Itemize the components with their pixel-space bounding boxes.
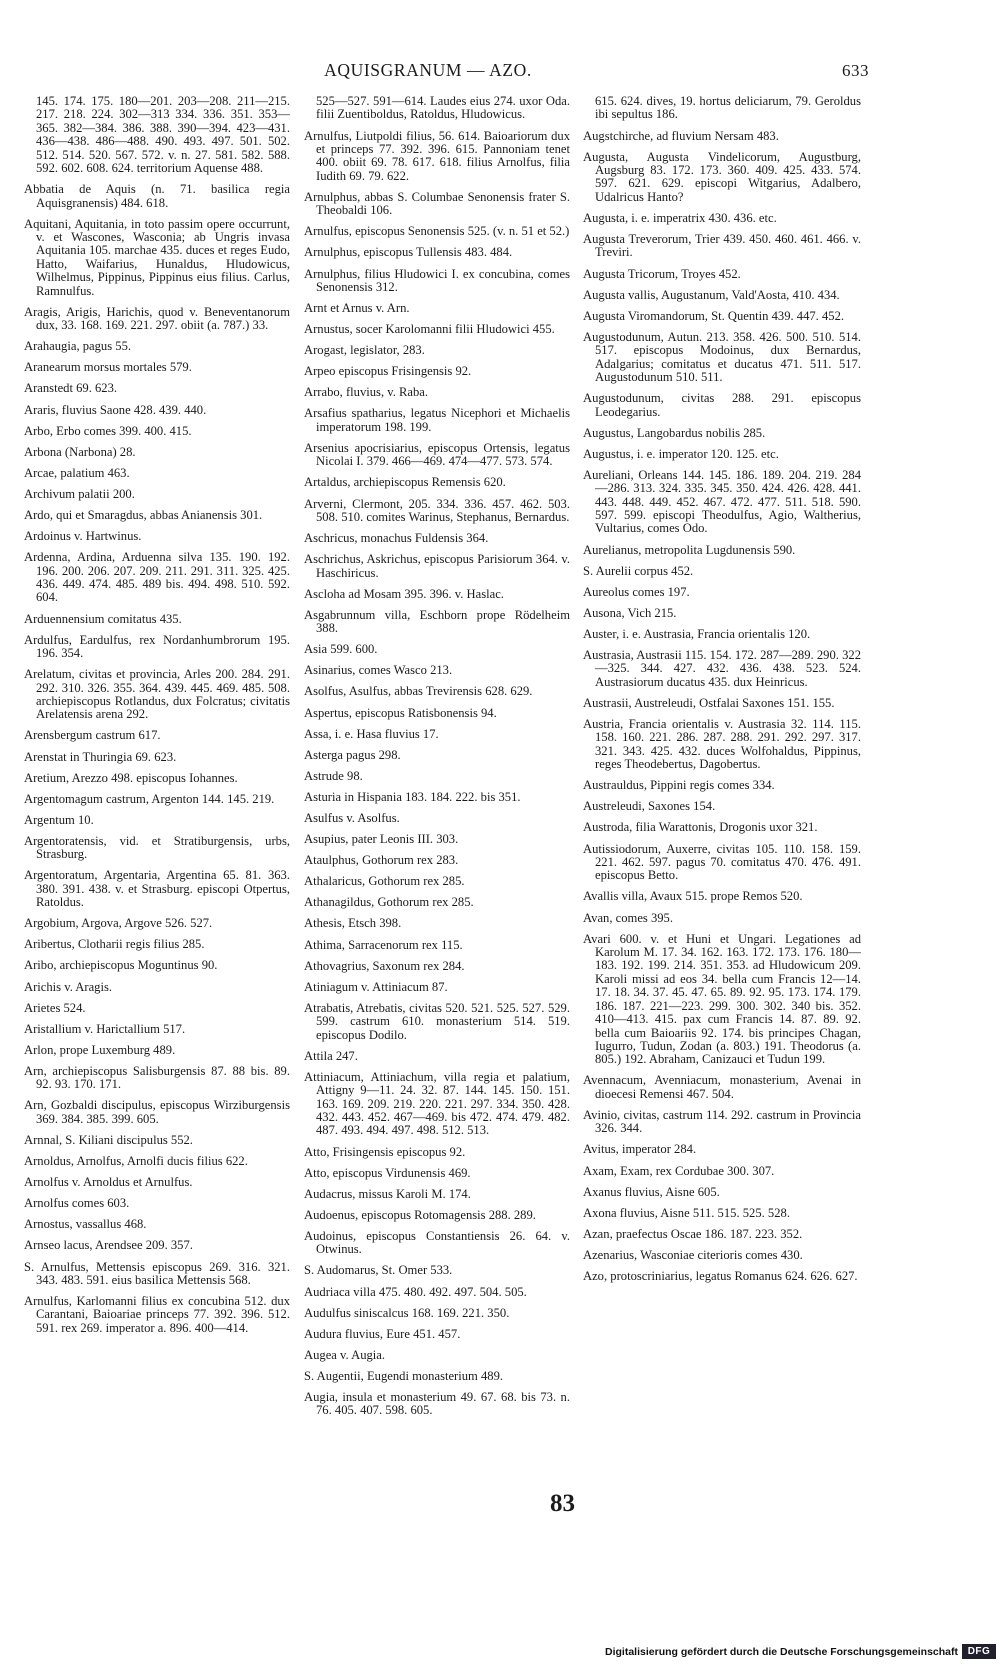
index-entry: Abbatia de Aquis (n. 71. basilica regia Aquisgranensis) 484. 618.	[24, 182, 290, 210]
index-entry: Arpeo episcopus Frisingensis 92.	[304, 364, 472, 379]
index-entry: Audoinus, episcopus Constantiensis 26. 64. v. Otwinus.	[304, 1228, 570, 1257]
index-entry: Archivum palatii 200.	[24, 486, 135, 501]
index-entry: Aretium, Arezzo 498. episcopus Iohannes.	[24, 770, 238, 785]
index-entry: Arnt et Arnus v. Arn.	[304, 301, 410, 315]
index-entry: Arnustus, socer Karolomanni filii Hludowici 455.	[304, 322, 555, 337]
index-entry: Arnulfus, Karlomanni filius ex concubina 512. dux Carantani, Baioariae princeps 77. 392. 396. 512. 591. rex 269. imperator a. 896. 400—414.	[24, 1294, 290, 1335]
index-entry: Asupius, pater Leonis III. 303.	[304, 832, 459, 847]
index-entry-continuation: 525—527. 591—614. Laudes eius 274. uxor Oda. filii Zuentiboldus, Ratoldus, Hludowicus.	[316, 94, 570, 122]
index-entry: Autissiodorum, Auxerre, civitas 105. 110. 158. 159. 221. 462. 597. pagus 70. comitatus 470. 476. 491. episcopus Betto.	[583, 841, 861, 883]
index-entry: Aquitani, Aquitania, in toto passim opere occurrunt, v. et Wascones, Wasconia; ab Ungris invasa Aquitania 105. marchae 435. duces et reges Eudo, Hatto, Waifarius, Hunaldus, Hludowicus, Wilhelmus, Pippinus, Pippinus eius filius. Carlus, Ramnulfus.	[24, 216, 290, 298]
index-entry: Arcae, palatium 463.	[24, 465, 130, 480]
index-entry: Ardo, qui et Smaragdus, abbas Anianensis 301.	[24, 508, 263, 522]
index-entry: Ascloha ad Mosam 395. 396. v. Haslac.	[304, 586, 504, 601]
index-entry: Augia, insula et monasterium 49. 67. 68. bis 73. n. 76. 405. 407. 598. 605.	[304, 1390, 570, 1418]
index-entry: Ardoinus v. Hartwinus.	[24, 529, 142, 544]
index-entry: Arensbergum castrum 617.	[24, 728, 161, 743]
index-entry: Arbona (Narbona) 28.	[24, 444, 136, 459]
index-entry: Arnostus, vassallus 468.	[24, 1217, 147, 1232]
index-entry: Arnoldus, Arnolfus, Arnolfi ducis filius 622.	[24, 1154, 248, 1169]
index-entry: Arogast, legislator, 283.	[304, 343, 425, 358]
index-entry: Asinarius, comes Wasco 213.	[304, 663, 453, 678]
index-entry: Ardulfus, Eardulfus, rex Nordanhumbrorum 195. 196. 354.	[24, 632, 290, 660]
index-entry: Asia 599. 600.	[304, 642, 378, 657]
index-entry: Arnulphus, filius Hludowici I. ex concubina, comes Senonensis 312.	[304, 266, 570, 294]
index-entry: Augusta Treverorum, Trier 439. 450. 460. 461. 466. v. Treviri.	[583, 232, 861, 260]
index-entry: Arn, Gozbaldi discipulus, episcopus Wirziburgensis 369. 384. 385. 399. 605.	[24, 1098, 290, 1126]
index-entry: Athanagildus, Gothorum rex 285.	[304, 895, 474, 910]
page-number: 633	[842, 61, 869, 80]
index-entry: Austreleudi, Saxones 154.	[583, 799, 716, 814]
index-entry: Arverni, Clermont, 205. 334. 336. 457. 462. 503. 508. 510. comites Warinus, Stephanus, Bernardus.	[304, 496, 570, 524]
index-entry: Augusta Viromandorum, St. Quentin 439. 447. 452.	[583, 308, 845, 323]
index-column-middle	[304, 95, 570, 1426]
index-entry: S. Arnulfus, Mettensis episcopus 269. 316. 321. 343. 483. 591. eius basilica Mettensis 568.	[24, 1259, 290, 1287]
index-entry: Axam, Exam, rex Cordubae 300. 307.	[583, 1163, 775, 1178]
index-entry: Athesis, Etsch 398.	[304, 916, 402, 931]
index-entry: Austrasia, Austrasii 115. 154. 172. 287—289. 290. 322—325. 344. 427. 432. 436. 438. 523. 524. Austrasiorum ducatus 435. dux Heinricus.	[583, 647, 861, 689]
index-entry: S. Augentii, Eugendi monasterium 489.	[304, 1368, 504, 1383]
index-entry: Augea v. Augia.	[304, 1347, 386, 1362]
index-entry: Aribertus, Clotharii regis filius 285.	[24, 937, 205, 952]
index-entry: Aranstedt 69. 623.	[24, 381, 118, 396]
index-entry: Aristallium v. Harictallium 517.	[24, 1021, 186, 1036]
index-entry: Augusta, i. e. imperatrix 430. 436. etc.	[583, 210, 777, 225]
funding-note: Digitalisierung gefördert durch die Deutsche Forschungsgemeinschaft	[605, 1646, 958, 1658]
index-entry: Athovagrius, Saxonum rex 284.	[304, 958, 465, 973]
index-entry: Austria, Francia orientalis v. Austrasia 32. 114. 115. 158. 160. 221. 286. 287. 288. 291. 292. 297. 317. 321. 343. 425. 432. duces Wolfohaldus, Pippinus, reges Theodebertus, Dagobertus.	[583, 716, 861, 772]
index-entry: Audriaca villa 475. 480. 492. 497. 504. 505.	[304, 1284, 527, 1299]
index-entry: Argobium, Argova, Argove 526. 527.	[24, 916, 213, 931]
index-entry: Azenarius, Wasconiae citerioris comes 430.	[583, 1247, 803, 1262]
index-entry: Atto, Frisingensis episcopus 92.	[304, 1144, 466, 1159]
index-entry: Aragis, Arigis, Harichis, quod v. Beneventanorum dux, 33. 168. 169. 221. 297. obiit (a. 787.) 33.	[24, 304, 290, 333]
index-entry: S. Aurelii corpus 452.	[583, 563, 694, 578]
index-entry: Arahaugia, pagus 55.	[24, 339, 132, 354]
index-entry: Audura fluvius, Eure 451. 457.	[304, 1326, 461, 1341]
index-entry: S. Audomarus, St. Omer 533.	[304, 1263, 453, 1278]
index-entry: Arnulfus, episcopus Senonensis 525. (v. n. 51 et 52.)	[304, 224, 570, 239]
index-entry: Augusta Tricorum, Troyes 452.	[583, 266, 741, 281]
index-entry: Aureolus comes 197.	[583, 584, 690, 599]
index-entry: Argentoratum, Argentaria, Argentina 65. 81. 363. 380. 391. 438. v. et Strasburg. episcopi Otpertus, Ratoldus.	[24, 868, 290, 910]
index-entry: Araris, fluvius Saone 428. 439. 440.	[24, 402, 207, 417]
index-entry-continuation: 145. 174. 175. 180—201. 203—208. 211—215. 217. 218. 224. 302—313 334. 336. 351. 353—365. 382—384. 386. 388. 390—394. 423—431. 436—438. 486—488. 490. 493. 497. 501. 502. 512. 514. 520. 567. 572. v. n. 27. 581. 582. 588. 592. 602. 608. 624. territorium Aquense 488.	[36, 94, 290, 176]
index-entry: Astrude 98.	[304, 768, 363, 783]
index-entry: Arnseo lacus, Arendsee 209. 357.	[24, 1238, 193, 1253]
index-entry-continuation: 615. 624. dives, 19. hortus deliciarum, 79. Geroldus ibi sepultus 186.	[595, 94, 861, 122]
index-entry: Axanus fluvius, Aisne 605.	[583, 1184, 720, 1199]
index-entry: Arlon, prope Luxemburg 489.	[24, 1042, 176, 1057]
index-entry: Ardenna, Ardina, Arduenna silva 135. 190. 192. 196. 200. 206. 207. 209. 211. 291. 311. 325. 425. 436. 449. 474. 485. 489 bis. 494. 498. 510. 592. 604.	[24, 550, 290, 605]
index-entry: Aschrichus, Askrichus, episcopus Parisiorum 364. v. Haschiricus.	[304, 552, 570, 580]
index-entry: Attila 247.	[304, 1048, 358, 1063]
index-entry: Atrabatis, Atrebatis, civitas 520. 521. 525. 527. 529. 599. castrum 610. monasterium 514. 519. episcopus Dodilo.	[304, 1000, 570, 1042]
index-entry: Arelatum, civitas et provincia, Arles 200. 284. 291. 292. 310. 326. 355. 364. 439. 445. 469. 485. 508. archiepiscopus Rotlandus, dux Folcratus; civitatis Arelatensis arena 292.	[24, 667, 290, 722]
index-entry: Avallis villa, Avaux 515. prope Remos 520.	[583, 889, 803, 904]
index-entry: Asterga pagus 298.	[304, 747, 401, 762]
index-entry: Aschricus, monachus Fuldensis 364.	[304, 531, 489, 546]
index-entry: Azan, praefectus Oscae 186. 187. 223. 352.	[583, 1226, 803, 1241]
index-entry: Arnulfus, Liutpoldi filius, 56. 614. Baioariorum dux et princeps 77. 392. 396. 615. Pannoniam tenet 400. obiit 69. 78. 617. 618. filius Arnolfus, filia Iudith 69. 79. 622.	[304, 128, 570, 183]
index-column-right	[583, 95, 861, 1291]
index-entry: Arnulphus, abbas S. Columbae Senonensis frater S. Theobaldi 106.	[304, 189, 570, 218]
index-entry: Arichis v. Aragis.	[24, 979, 113, 994]
index-entry: Atiniagum v. Attiniacum 87.	[304, 979, 448, 994]
index-entry: Austroda, filia Warattonis, Drogonis uxor 321.	[583, 820, 818, 835]
index-entry: Augustodunum, civitas 288. 291. episcopus Leodegarius.	[583, 391, 861, 419]
index-entry: Avan, comes 395.	[583, 910, 674, 925]
index-entry: Aurelianus, metropolita Lugdunensis 590.	[583, 542, 796, 557]
index-entry: Augustus, Langobardus nobilis 285.	[583, 425, 766, 440]
index-entry: Arnulphus, episcopus Tullensis 483. 484.	[304, 245, 513, 260]
index-entry: Aureliani, Orleans 144. 145. 186. 189. 204. 219. 284—286. 313. 324. 335. 345. 350. 424. 426. 428. 441. 443. 448. 449. 452. 467. 472. 477. 511. 518. 590. 597. 599. episcopi Theodulfus, Agio, Waltherius, Vultarius, comes Odo.	[583, 467, 861, 536]
index-entry: Augusta, Augusta Vindelicorum, Augustburg, Augsburg 83. 172. 173. 360. 409. 425. 433. 574. 597. 621. 629. episcopi Witgarius, Adalbero, Udalricus Hanto?	[583, 149, 861, 204]
index-entry: Arietes 524.	[24, 1000, 86, 1015]
index-entry: Asturia in Hispania 183. 184. 222. bis 351.	[304, 789, 521, 804]
index-entry: Augstchirche, ad fluvium Nersam 483.	[583, 128, 779, 143]
index-entry: Argentoratensis, vid. et Stratiburgensis, urbs, Strasburg.	[24, 833, 290, 862]
index-entry: Asolfus, Asulfus, abbas Trevirensis 628. 629.	[304, 684, 533, 699]
index-entry: Arsafius spatharius, legatus Nicephori et Michaelis imperatorum 198. 199.	[304, 406, 570, 434]
index-entry: Augusta vallis, Augustanum, Vald'Aosta, 410. 434.	[583, 287, 840, 302]
index-entry: Arenstat in Thuringia 69. 623.	[24, 749, 177, 764]
index-entry: Arnolfus comes 603.	[24, 1196, 130, 1211]
index-entry: Ausona, Vich 215.	[583, 605, 677, 620]
index-entry: Assa, i. e. Hasa fluvius 17.	[304, 726, 439, 741]
index-entry: Audulfus siniscalcus 168. 169. 221. 350.	[304, 1305, 510, 1320]
index-entry: Arduennensium comitatus 435.	[24, 611, 182, 626]
index-entry: Auster, i. e. Austrasia, Francia orientalis 120.	[583, 626, 811, 641]
index-entry: Avitus, imperator 284.	[583, 1142, 697, 1157]
index-entry: Avinio, civitas, castrum 114. 292. castrum in Provincia 326. 344.	[583, 1107, 861, 1136]
index-entry: Arrabo, fluvius, v. Raba.	[304, 385, 429, 400]
index-entry: Augustodunum, Autun. 213. 358. 426. 500. 510. 514. 517. episcopus Modoinus, dux Bernardus, Adalgarius; comitatus et ducatus 471. 511. 517. Augustodunum 510. 511.	[583, 329, 861, 384]
index-entry: Asulfus v. Asolfus.	[304, 811, 400, 825]
index-entry: Austrasii, Austreleudi, Ostfalai Saxones 151. 155.	[583, 695, 835, 710]
index-entry: Arnolfus v. Arnoldus et Arnulfus.	[24, 1175, 193, 1190]
index-entry: Aribo, archiepiscopus Moguntinus 90.	[24, 958, 218, 973]
signature-mark: 83	[550, 1490, 575, 1517]
index-entry: Austrauldus, Pippini regis comes 334.	[583, 778, 775, 793]
index-entry: Augustus, i. e. imperator 120. 125. etc.	[583, 446, 779, 461]
index-entry: Arnnal, S. Kiliani discipulus 552.	[24, 1132, 193, 1147]
index-entry: Avennacum, Avenniacum, monasterium, Avenai in dioecesi Remensi 467. 504.	[583, 1073, 861, 1101]
index-entry: Arsenius apocrisiarius, episcopus Ortensis, legatus Nicolai I. 379. 466—469. 474—477. 573. 574.	[304, 440, 570, 469]
index-entry: Audacrus, missus Karoli M. 174.	[304, 1186, 471, 1201]
index-entry: Artaldus, archiepiscopus Remensis 620.	[304, 475, 506, 490]
index-entry: Avari 600. v. et Huni et Ungari. Legationes ad Karolum M. 17. 34. 162. 163. 172. 173. 176. 180—183. 192. 199. 214. 351. 353. ad Hludowicum 209. Karoli missi ad eos 34. bella cum Francis 12—14. 17. 18. 34. 37. 45. 47. 65. 89. 92. 95. 173. 174. 179. 186. 187. 221—223. 299. 300. 302. 340 bis. 352. 410—413. 415. pax cum Francis 14. 87. 89. 92. bella cum Baioariis 92. 174. bis principes Chagan, Iugurro, Tudun, Zodan (a. 803.) 191. Theodorus (a. 805.) 192. Abraham, Canizauci et Tudun 199.	[583, 931, 861, 1067]
index-entry: Axona fluvius, Aisne 511. 515. 525. 528.	[583, 1205, 790, 1220]
index-entry: Attiniacum, Attiniachum, villa regia et palatium, Attigny 9—11. 24. 32. 87. 144. 145. 150. 151. 163. 169. 209. 219. 220. 221. 297. 334. 350. 428. 432. 443. 452. 467—469. bis 472. 474. 479. 482. 487. 493. 494. 497. 498. 512. 513.	[304, 1069, 570, 1138]
index-entry: Athalaricus, Gothorum rex 285.	[304, 874, 465, 889]
index-entry: Arbo, Erbo comes 399. 400. 415.	[24, 423, 192, 438]
index-entry: Azo, protoscriniarius, legatus Romanus 624. 626. 627.	[583, 1268, 858, 1283]
index-entry: Argentomagum castrum, Argenton 144. 145. 219.	[24, 791, 275, 806]
index-entry: Athima, Sarracenorum rex 115.	[304, 937, 463, 952]
index-entry: Audoenus, episcopus Rotomagensis 288. 289.	[304, 1207, 536, 1222]
index-column-left	[24, 95, 290, 1343]
index-entry: Ataulphus, Gothorum rex 283.	[304, 853, 459, 868]
dfg-logo: DFG	[962, 1644, 996, 1659]
index-entry: Atto, episcopus Virdunensis 469.	[304, 1165, 471, 1180]
index-entry: Asgabrunnum villa, Eschborn prope Rödelheim 388.	[304, 607, 570, 636]
index-entry: Argentum 10.	[24, 812, 94, 827]
running-head: AQUISGRANUM — AZO.	[324, 60, 532, 80]
index-entry: Arn, archiepiscopus Salisburgensis 87. 88 bis. 89. 92. 93. 170. 171.	[24, 1063, 290, 1092]
index-entry: Aspertus, episcopus Ratisbonensis 94.	[304, 705, 497, 720]
index-entry: Aranearum morsus mortales 579.	[24, 360, 192, 375]
